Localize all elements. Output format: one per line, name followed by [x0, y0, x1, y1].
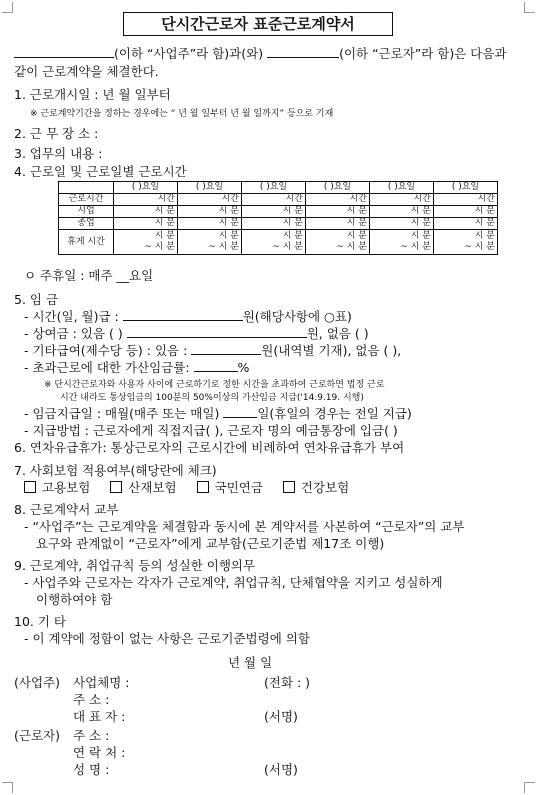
row-label: 종업 [59, 218, 114, 230]
employer-tag: (사업주) [14, 675, 60, 690]
checkbox[interactable] [110, 481, 122, 493]
hours-cell[interactable]: 시간 [114, 194, 178, 206]
row-label: 근로시간 [59, 194, 114, 206]
insurance-label: 고용보험 [42, 480, 91, 495]
section-10-line-1: - 이 계약에 정함이 없는 사항은 근로기준법령에 의함 [24, 631, 310, 646]
employer-name-label: 사업체명 : [73, 675, 130, 690]
worker-signature[interactable]: (서명) [264, 762, 298, 777]
break-start: 시 분 [474, 231, 495, 241]
intro-line-1 [14, 44, 507, 62]
other-pay-blank[interactable] [191, 342, 261, 355]
day-header[interactable]: ( )요일 [178, 182, 242, 194]
employer-signature[interactable]: (서명) [264, 709, 298, 724]
section-9-line-2: 이행하여야 함 [36, 592, 113, 607]
other-pay-unit: 원(내역별 기재), 없음 ( ), [261, 343, 402, 358]
worker-name-label: 성 명 : [73, 762, 110, 777]
break-end: ~ 시 분 [336, 242, 367, 252]
end-cell[interactable]: 시 분 [242, 218, 306, 230]
break-cell[interactable] [306, 230, 370, 255]
break-end: ~ 시 분 [208, 242, 239, 252]
overtime-blank[interactable] [194, 359, 238, 372]
employer-blank[interactable] [14, 45, 114, 58]
start-cell[interactable]: 시 분 [434, 206, 498, 218]
end-cell[interactable]: 시 분 [434, 218, 498, 230]
table-row [59, 218, 498, 230]
payday-label: - 임금지급일 : 매월(매주 또는 매일) [24, 406, 220, 421]
break-cell[interactable] [370, 230, 434, 255]
hours-cell[interactable]: 시간 [178, 194, 242, 206]
day-header[interactable]: ( )요일 [434, 182, 498, 194]
end-cell[interactable]: 시 분 [178, 218, 242, 230]
overtime-note-1: ※ 단시간근로자와 사용자 사이에 근로하기로 정한 시간을 초과하여 근로하면 법정 근로 [44, 380, 385, 390]
intro-text-b: (이하 “근로자”라 함)은 다음과 [339, 46, 507, 61]
section-9-line-1: - 사업주와 근로자는 각자가 근로계약, 취업규칙, 단체협약을 지키고 성실하게 [24, 575, 443, 590]
section-8-line-1: - “사업주”는 근로계약을 체결함과 동시에 본 계약서를 사본하여 “근로자”의 교부 [24, 519, 465, 534]
bonus-unit: 원, 없음 ( ) [306, 326, 369, 341]
worker-blank[interactable] [267, 45, 339, 58]
break-end: ~ 시 분 [272, 242, 303, 252]
insurance-label: 산재보험 [128, 480, 177, 495]
overtime-note-2: 시간 내라도 통상임금의 100분의 50%이상의 가산임금 지급('14.9.19. 시행) [60, 393, 364, 403]
bonus-label: - 상여금 : 있음 ( ) [24, 326, 123, 341]
document-title: 단시간근로자 표준근로계약서 [123, 12, 393, 36]
break-start: 시 분 [410, 231, 431, 241]
insurance-label: 국민연금 [214, 480, 263, 495]
intro-text-a: (이하 “사업주”라 함)과(와) [114, 46, 264, 61]
table-corner [59, 182, 114, 194]
crop-mark [524, 782, 535, 793]
break-end: ~ 시 분 [464, 242, 495, 252]
section-5: 5. 임 금 [14, 292, 59, 307]
start-cell[interactable]: 시 분 [114, 206, 178, 218]
section-10: 10. 기 타 [14, 614, 66, 629]
payday-blank[interactable] [223, 405, 257, 418]
section-2: 2. 근 무 장 소 : [14, 126, 99, 141]
intro-line-2: 같이 근로계약을 체결한다. [14, 64, 159, 79]
employer-address-label: 주 소 : [73, 692, 110, 707]
section-9: 9. 근로계약, 취업규칙 등의 성실한 이행의무 [14, 558, 256, 573]
payday-line [24, 404, 412, 422]
work-schedule-table [58, 181, 498, 255]
hours-cell[interactable]: 시간 [306, 194, 370, 206]
day-header[interactable]: ( )요일 [114, 182, 178, 194]
crop-mark [2, 2, 13, 13]
overtime-unit: % [237, 360, 250, 375]
hours-cell[interactable]: 시간 [242, 194, 306, 206]
checkbox[interactable] [24, 481, 36, 493]
table-row [59, 194, 498, 206]
checkbox[interactable] [283, 481, 295, 493]
start-cell[interactable]: 시 분 [242, 206, 306, 218]
wage-blank[interactable] [123, 308, 243, 321]
section-4: 4. 근로일 및 근로일별 근로시간 [14, 164, 187, 179]
employer-rep-label: 대 표 자 : [73, 709, 126, 724]
wage-line [24, 307, 352, 325]
start-cell[interactable]: 시 분 [306, 206, 370, 218]
table-row [59, 230, 498, 255]
row-label: 휴게 시간 [59, 230, 114, 255]
row-label: 시업 [59, 206, 114, 218]
section-7: 7. 사회보험 적용여부(해당란에 체크) [14, 463, 217, 478]
section-1: 1. 근로개시일 : 년 월 일부터 [14, 87, 171, 102]
break-cell[interactable] [242, 230, 306, 255]
break-start: 시 분 [346, 231, 367, 241]
hours-cell[interactable]: 시간 [370, 194, 434, 206]
break-start: 시 분 [218, 231, 239, 241]
section-8-line-2: 요구와 관계없이 “근로자”에게 교부함(근로기준법 제17조 이행) [36, 536, 385, 551]
weekly-holiday: ㅇ 주휴일 : 매주 __요일 [24, 268, 154, 283]
worker-contact-label: 연 락 처 : [73, 745, 126, 760]
insurance-options [24, 478, 349, 496]
end-cell[interactable]: 시 분 [306, 218, 370, 230]
end-cell[interactable]: 시 분 [370, 218, 434, 230]
section-3: 3. 업무의 내용 : [14, 146, 103, 161]
payday-unit: 일(휴일의 경우는 전일 지급) [257, 406, 412, 421]
overtime-label: - 초과근로에 대한 가산임금률: [24, 360, 190, 375]
start-cell[interactable]: 시 분 [178, 206, 242, 218]
break-cell[interactable] [434, 230, 498, 255]
overtime-line [24, 358, 249, 376]
section-8: 8. 근로계약서 교부 [14, 502, 119, 517]
other-pay-line [24, 341, 401, 359]
break-start: 시 분 [282, 231, 303, 241]
start-cell[interactable]: 시 분 [370, 206, 434, 218]
break-start: 시 분 [154, 231, 175, 241]
end-cell[interactable]: 시 분 [114, 218, 178, 230]
table-row [59, 182, 498, 194]
worker-tag: (근로자) [14, 728, 60, 743]
break-end: ~ 시 분 [400, 242, 431, 252]
section-1-note: ※ 근로계약기간을 정하는 경우에는 “ 년 월 일부터 년 월 일까지” 등으로 기재 [30, 109, 334, 119]
day-header[interactable]: ( )요일 [242, 182, 306, 194]
day-header[interactable]: ( )요일 [306, 182, 370, 194]
contract-date: 년 월 일 [228, 655, 273, 670]
break-cell[interactable] [114, 230, 178, 255]
worker-address-label: 주 소 : [73, 728, 110, 743]
break-cell[interactable] [178, 230, 242, 255]
bonus-line [24, 324, 369, 342]
bonus-blank[interactable] [127, 325, 307, 338]
section-6: 6. 연차유급휴가: 통상근로자의 근로시간에 비례하여 연차유급휴가 부여 [14, 440, 405, 455]
insurance-label: 건강보험 [300, 480, 350, 495]
day-header[interactable]: ( )요일 [370, 182, 434, 194]
employer-phone: (전화 : ) [264, 675, 311, 690]
wage-label: - 시간(일, 월)급 : [24, 309, 119, 324]
other-pay-label: - 기타급여(제수당 등) : 있음 : [24, 343, 188, 358]
pay-method-line: - 지급방법 : 근로자에게 직접지급( ), 근로자 명의 예금통장에 입금( ) [24, 423, 398, 438]
hours-cell[interactable]: 시간 [434, 194, 498, 206]
crop-mark [524, 2, 535, 13]
break-end: ~ 시 분 [144, 242, 175, 252]
table-row [59, 206, 498, 218]
wage-unit: 원(해당사항에 ○표) [242, 309, 352, 324]
crop-mark [2, 782, 13, 793]
checkbox[interactable] [197, 481, 209, 493]
